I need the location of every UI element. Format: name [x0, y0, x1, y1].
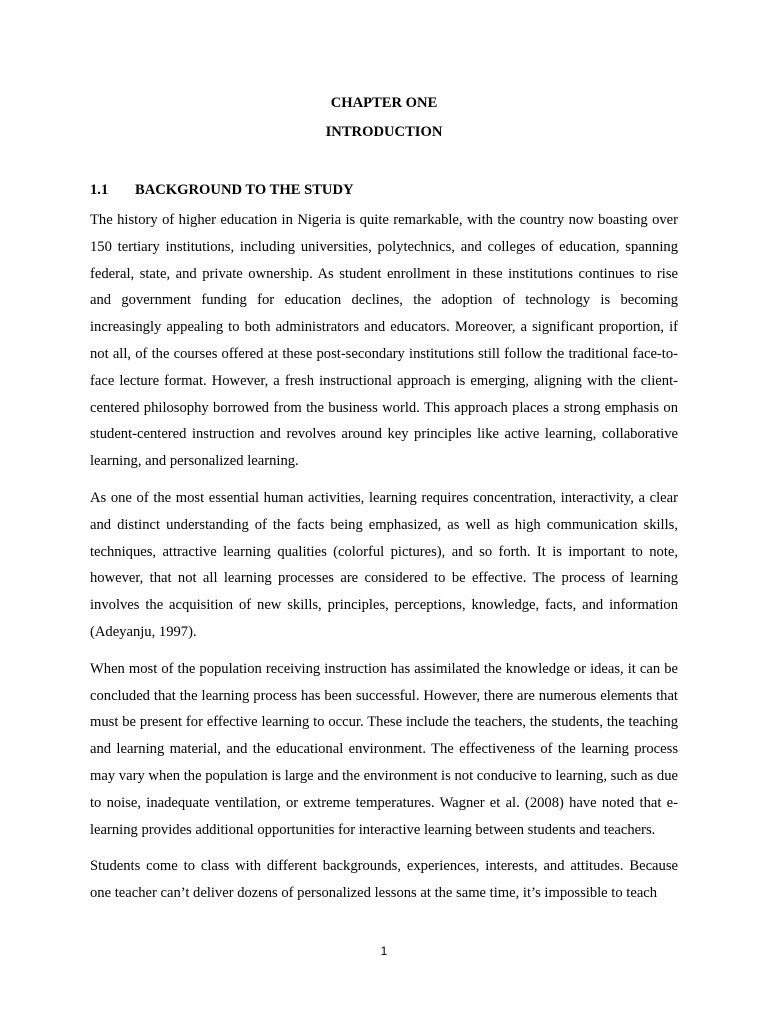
- section-heading: [90, 181, 678, 199]
- section-title: BACKGROUND TO THE STUDY: [135, 182, 354, 198]
- paragraph-1: The history of higher education in Nigeria is quite remarkable, with the country now boasting over 150 tertiary institutions, including universities, polytechnics, and colleges of education, spanning federal, state, and private ownership. As student enrollment in these institutions continues to rise and government funding for education declines, the adoption of technology is becoming increasingly appealing to both administrators and educators. Moreover, a significant proportion, if not all, of the courses offered at these post-secondary institutions still follow the traditional face-to-face lecture format. However, a fresh instructional approach is emerging, aligning with the client-centered philosophy borrowed from the business world. This approach places a strong emphasis on student-centered instruction and revolves around key principles like active learning, collaborative learning, and personalized learning.: [90, 212, 678, 470]
- paragraph-3: When most of the population receiving instruction has assimilated the knowledge or ideas, it can be concluded that the learning process has been successful. However, there are numerous elements that must be present for effective learning to occur. These include the teachers, the students, the teaching and learning material, and the educational environment. The effectiveness of the learning process may vary when the population is large and the environment is not conducive to learning, such as due to noise, inadequate ventilation, or extreme temperatures. Wagner et al. (2008) have noted that e-learning provides additional opportunities for interactive learning between students and teachers.: [90, 660, 678, 838]
- section-number: 1.1: [90, 182, 109, 198]
- chapter-title: INTRODUCTION: [325, 124, 443, 140]
- page-number: 1: [380, 944, 388, 958]
- paragraph-2: As one of the most essential human activities, learning requires concentration, interactivity, a clear and distinct understanding of the facts being emphasized, as well as high communication skills, techniques, attractive learning qualities (colorful pictures), and so forth. It is important to note, however, that not all learning processes are considered to be effective. The process of learning involves the acquisition of new skills, principles, perceptions, knowledge, facts, and information (Adeyanju, 1997).: [90, 489, 678, 640]
- body-text: [90, 207, 678, 917]
- chapter-number: CHAPTER ONE: [330, 95, 438, 111]
- paragraph-4: Students come to class with different backgrounds, experiences, interests, and attitudes. Because one teacher can’t deliver dozens of personalized lessons at the same time, it’s impossible to teach: [90, 858, 678, 902]
